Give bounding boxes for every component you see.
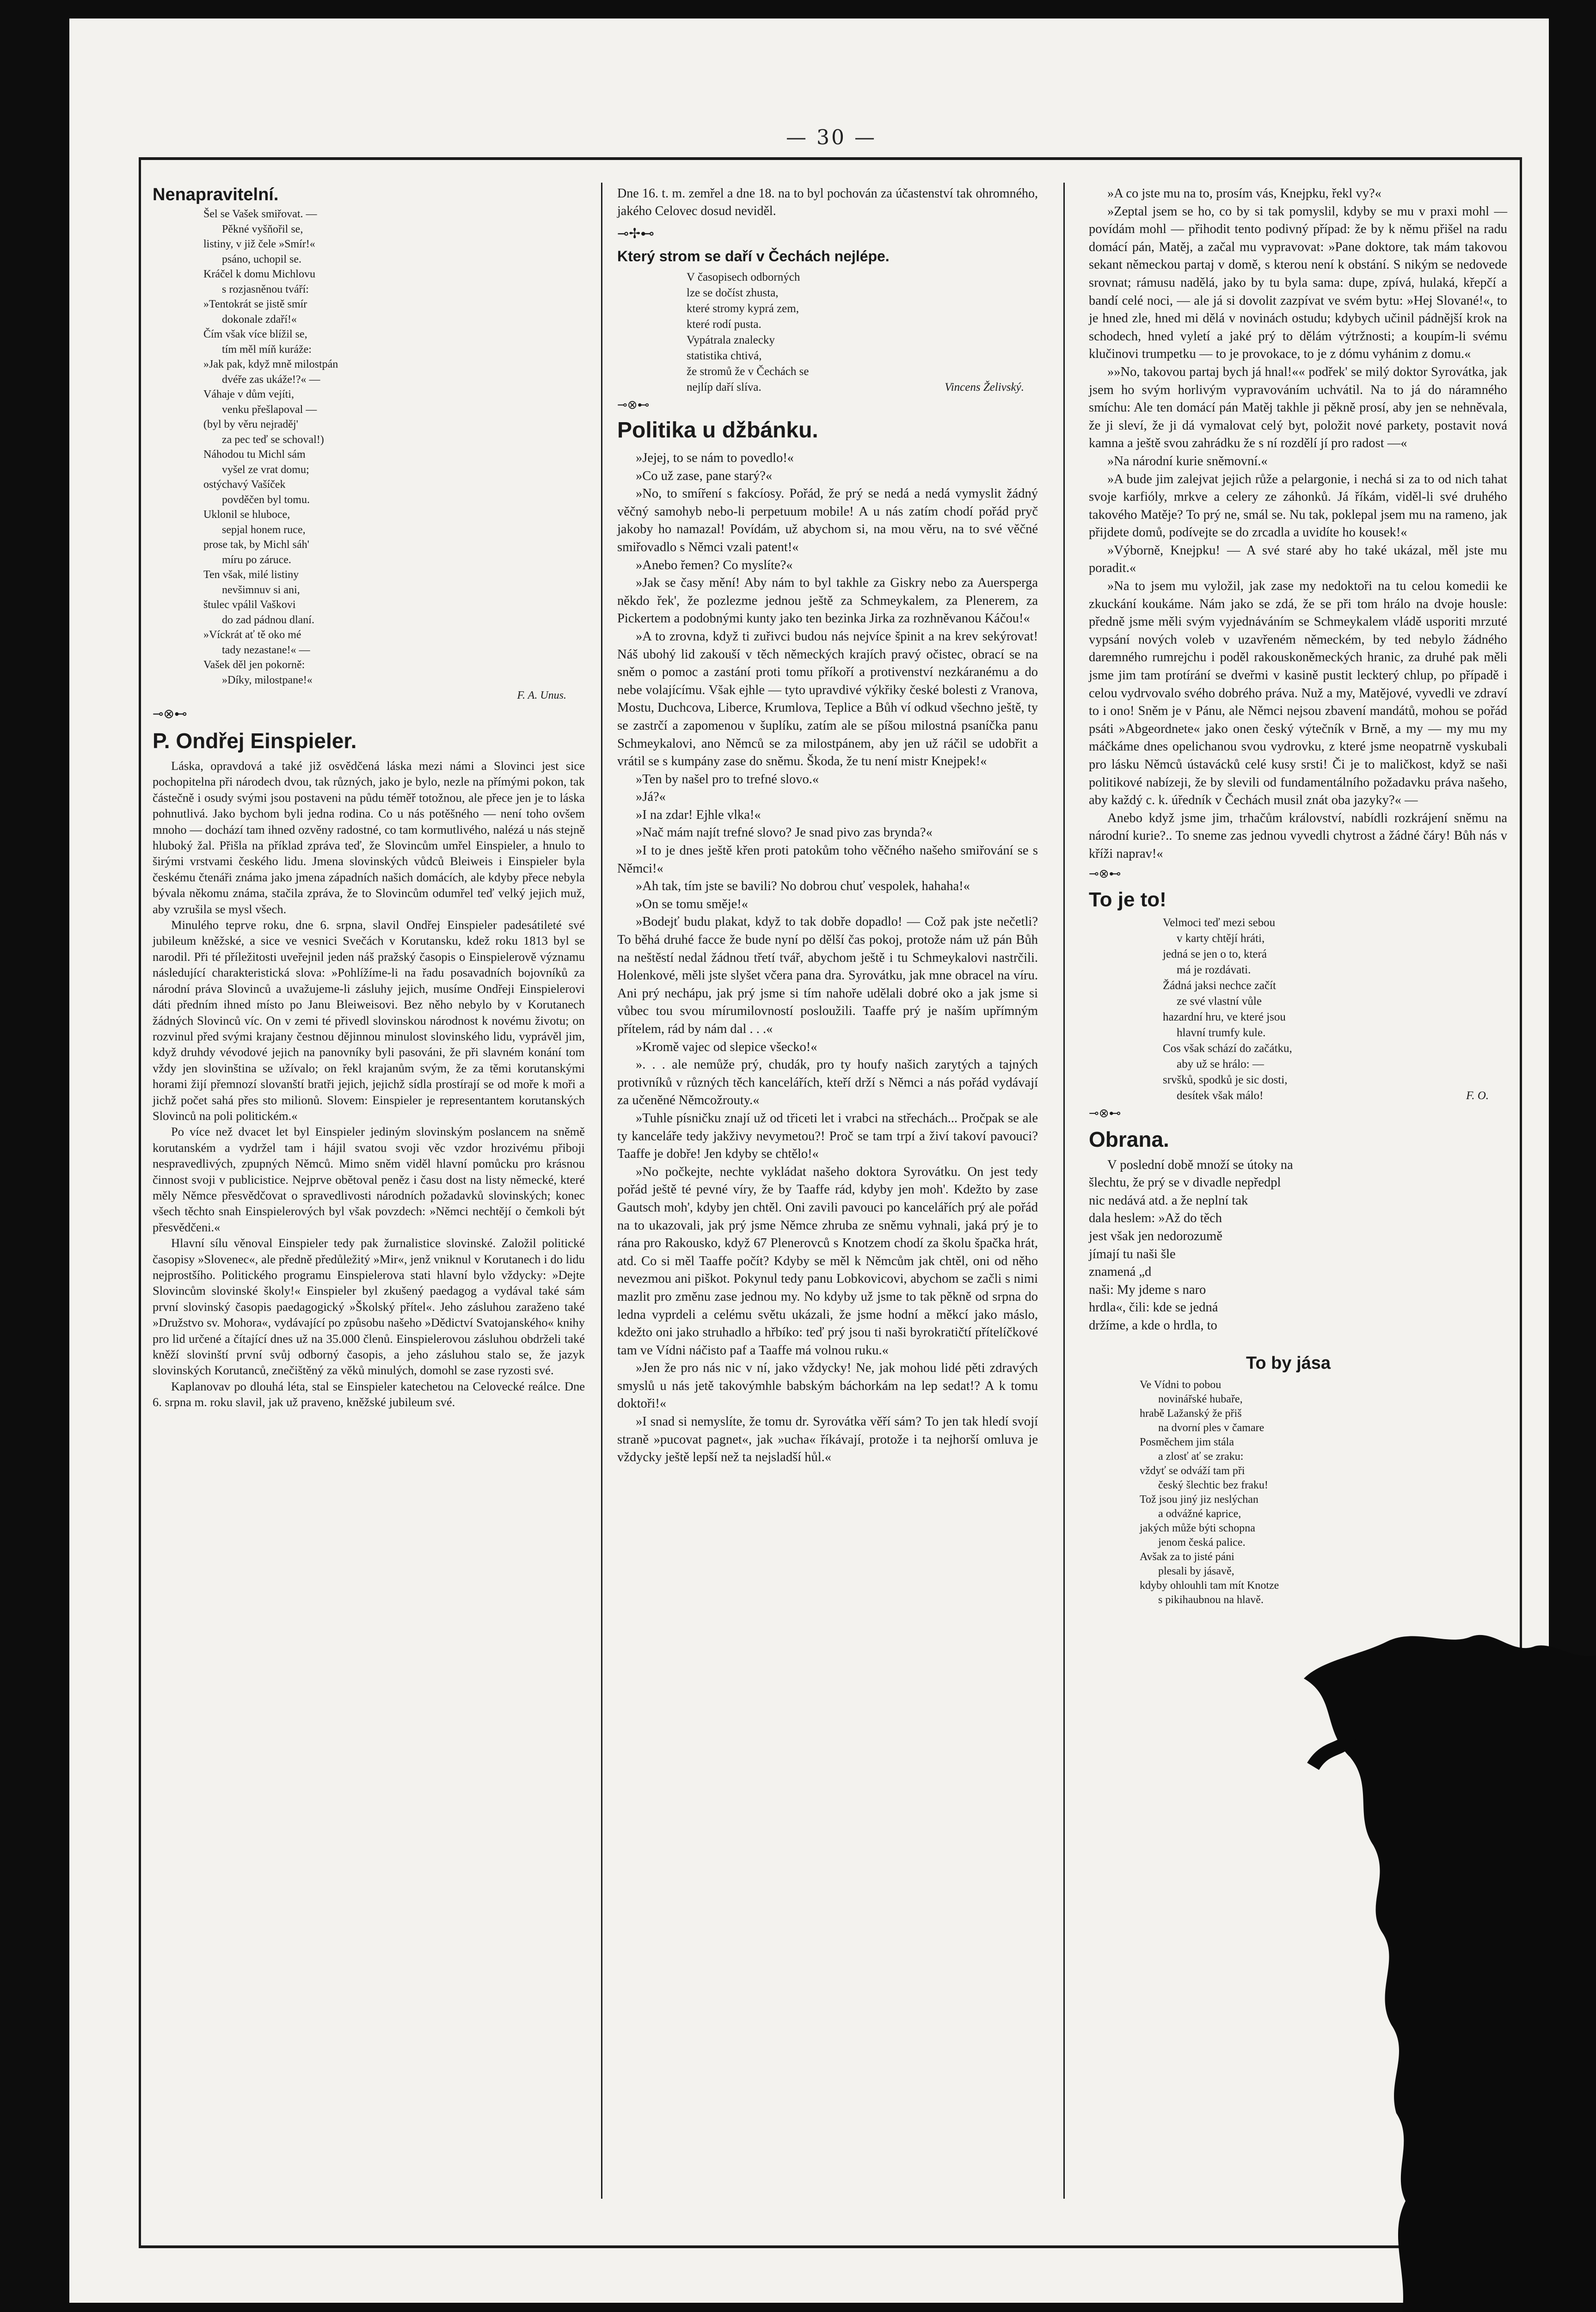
poem-body [617, 270, 1038, 395]
obrana-line: jest však jen nedorozumě [1089, 1229, 1222, 1243]
torn-page-damage [1295, 1628, 1596, 2312]
article-paragraph: »A co jste mu na to, prosím vás, Knejpku, řekl vy?« [1107, 186, 1381, 201]
poem-line: hazardní hru, ve které jsou [1163, 1010, 1286, 1023]
article-paragraph: »Jak se časy mění! Aby nám to byl takhle za Giskry nebo za Auersperga někdo řek', že pozlezme jednou ještě za Schmeykalem, za Plenerem, za Pickertem a podobnými kunty jako ten bezinka Jirka za rozhněvanou Káčou!« [617, 576, 1038, 626]
article-paragraph: »Co už zase, pane starý?« [636, 468, 773, 483]
poem-line: štulec vpálil Vaškovi [203, 599, 296, 611]
poem-line: plesali by jásavě, [1158, 1565, 1234, 1577]
poem-line: Pěkné vyšňořil se, [222, 223, 303, 235]
article-paragraph: »»No, takovou partaj bych já hnal!«« podřek' se milý doktor Syrovátka, jak jsem ho svým horlivým vypravováním uchvátil. Na to já do náramného smíchu: Ale ten domácí pán Matěj takhle ji pěkně prosí, aby jen se nehněvala, že ji sleví, že ji dá vymalovat celý byt, položit nové parkety, postavit nová kamna a ještě svou zahrádku že s ní rozdělí jí pro radost —« [1089, 364, 1507, 451]
poem-line: má je rozdávati. [1177, 963, 1251, 976]
article-title: Politika u džbánku. [617, 418, 818, 443]
poem-line: venku přešlapoval — [222, 403, 317, 416]
obrana-line: V poslední době množí se útoky na [1107, 1157, 1293, 1172]
poem-line: dvéře zas ukáže!?« — [222, 373, 320, 386]
article-paragraph: »Ah tak, tím jste se bavili? No dobrou chuť vespolek, hahaha!« [636, 879, 970, 894]
poem-line: na dvorní ples v čamare [1158, 1421, 1265, 1434]
poem-body [153, 207, 585, 688]
poem-line: Tož jsou jiný jiz neslýchan [1140, 1493, 1258, 1506]
article-body [617, 449, 1038, 1467]
obrana-line: držíme, a kde o hrdla, to [1089, 1318, 1217, 1333]
article-paragraph: Láska, opravdová a také již osvědčená láska mezi námi a Slovinci jest sice pochopitelna při národech dvou, tak různých, jako je bylo, nezle na přímými pokon, tak částečně i osudy svými jsou postaveni na půdu téměř totožnou, ale přece jen je to láska pohnutlivá. Jako bychom byli jedna rodina. Co u nás potěšného — není toho ovšem mnoho — dochází tam ihned ozvěny radostné, co tam kormutlivého, nalézá u nás stejně hluboký žal. Přišla na příklad zpráva teď, že Slovincům umřel Einspieler, a hnulo to širými vrstvami českého lidu. Jmena slovinských vůdců Bleiweis i Einspieler byla českému čtenáři známa jako jmena západních našich domácích, ale kdyby přece nebyla bývala někomu známa, stačila zpráva, že to Slovincům odumřel teď velký jejich muž, aby vzrušila se mysl všech. [153, 759, 585, 916]
obrana-line: jímají tu naši šle [1089, 1247, 1176, 1261]
poem-line: Uklonil se hluboce, [203, 509, 290, 521]
article-paragraph: »Zeptal jsem se ho, co by si tak pomyslil, kdyby se mu v praxi mohl — povídám mohl — přihodit tento podivný případ: že by k němu přišel na radu domácí pán, Matěj, a začal mu vypravovat: »Pane doktore, tak mám takovou sekant německou partaj v domě, s kterou není k obstání. S nikým se nedovede srovnat; rámusu nadělá, jako by tu byla sama: dupe, zpívá, hulaká, křepčí a bandí celé noci, — ale já si dovolit zazpívat ve svém bytu: »Hej Slované!«, to je hned zle, hned mi dělá v novinách ostudu; kdybych učinil pádnější krok na schodech, hned vyletí a jaké prý to dělám výtržnosti; a koupím-li svému klučinovi trumpetku — to je provokace, to je z dómu vyhánim z domu.« [1089, 204, 1507, 362]
article-paragraph: »I to je dnes ještě křen proti patokům toho věčného našeho smiřování se s Němci!« [617, 843, 1038, 876]
article-paragraph: Anebo když jsme jim, trhačům království, nabídli rozkrájení sněmu na národní kurie?.. To sneme zas jednou vyvedli chytrost a žádné čáry! Bůh nás v kříži naprav!« [1089, 811, 1507, 861]
poem-line: Posměchem jim stála [1140, 1436, 1234, 1448]
poem-line: které stromy kyprá zem, [687, 302, 799, 315]
poem-line: Náhodou tu Michl sám [203, 449, 306, 461]
obrana-line: nic nedává atd. a že neplní tak [1089, 1193, 1248, 1208]
poem-line: Čím však více blížil se, [203, 328, 307, 340]
article-paragraph: »No, to smíření s fakcíosy. Pořád, že prý se nedá a nedá vymyslit žádný věčný samohyb nebo-li perpetuum mobile! A u nás zatím chodí pořád pryč jakoby ho namazal! Povídám, už abychom si, na mou věru, na to své věčné smiřovadlo s Němci vzali patent!« [617, 486, 1038, 554]
poem-line: jakých může býti schopna [1140, 1522, 1255, 1534]
obrana-line: hrdla«, čili: kde se jedná [1089, 1300, 1218, 1315]
poem-line: (byl by věru nejraděj' [203, 418, 298, 430]
column-divider-1 [601, 183, 602, 2199]
article-paragraph: »A bude jim zalejvat jejich růže a pelargonie, i nechá si za to od nich tahat svoje karfióly, mrkve a celery ze záhonků. Já říkám, viděl-li své druhého takového Matěje? To prý ne, smál se. Nu tak, poklepal jsem mu na rameno, jak přijdete domů, podívejte se do zrcadla a uvidíte ho kousek!« [1089, 472, 1507, 540]
article-paragraph: »On se tomu směje!« [636, 897, 749, 911]
column-3 [1089, 185, 1507, 1607]
column-1 [153, 185, 585, 1410]
poem-line: tím měl míň kuráže: [222, 343, 312, 356]
ornament-divider: ⊸✢⊷ [617, 226, 655, 241]
poem-line: sepjal honem ruce, [222, 523, 306, 536]
poem-author: F. A. Unus. [517, 689, 566, 701]
poem-line: Velmoci teď mezi sebou [1163, 916, 1276, 929]
jasa-title: To by jása [1246, 1353, 1331, 1373]
poem-body [1089, 915, 1507, 1104]
article-paragraph: »Já?« [636, 790, 666, 805]
article-paragraph: Po více než dvacet let byl Einspieler jediným slovinským poslancem na sněmě korutanském a vydržel tam i hájil svatou svoji věc vzdor hrozivému přiboji nespravedlivých, zpupných Němců. Mimo sněm viděl hlavní pomůcku pro krásnou činnost svoji v publicistice. Nejprve obětoval peněz i času dost na listy německé, které měly Němce přesvědčovat o spravedlivosti národních požadavků slovinských; konec všech těchto snah Einspielerových byl však povzdech: »Němci nechtějí o čemkoli být přesvědčeni.« [153, 1125, 585, 1234]
page-number: — 30 — [786, 126, 877, 149]
article-title: P. Ondřej Einspieler. [153, 729, 357, 753]
poem-title: To je to! [1089, 888, 1166, 911]
poem-line: že stromů že v Čechách se [687, 365, 809, 378]
article-paragraph: »Bodejť budu plakat, když to tak dobře dopadlo! — Což pak jste nečetli? To běhá druhé facce že bude nyní po dělší čas pokoj, protože nám už pán Bůh na neštěstí nedal žádnou třetí tvář, abychom ještě i tu Schmeykalovi nastrčili. Holenkové, měli jste slyšet včera pana dra. Syrovátku, jak mne obracel na víru. Ani prý nechápu, jak prý jsme si tím nahoře udělali dobré oko a jak jsme si vůbec tou svou mírumilovností posloužili. Taaffe prý je naším upřímným přítelem, rád by nám dal . . .« [617, 915, 1038, 1036]
poem-line: Vypátrala znalecky [687, 334, 775, 346]
poem-line: Vašek děl jen pokorně: [203, 659, 305, 671]
obrana-body [1089, 1156, 1507, 1335]
ornament-divider: ⊸⊗⊷ [153, 707, 187, 721]
poem-line: Avšak za to jisté páni [1140, 1550, 1234, 1563]
jasa-poem-body [1089, 1378, 1507, 1607]
poem-title: Který strom se daří v Čechách nejlépe. [617, 248, 890, 264]
poem-line: dokonale zdaří!« [222, 313, 297, 326]
obrana-line: dala heslem: »Až do těch [1089, 1211, 1222, 1226]
poem-line: kdyby ohlouhli tam mít Knotze [1140, 1579, 1279, 1592]
ornament-divider: ⊸⊗⊷ [617, 398, 650, 412]
poem-line: prose tak, by Michl sáh' [203, 539, 309, 551]
poem-line: a odvážné kaprice, [1158, 1507, 1241, 1520]
poem-line: listiny, v již čele »Smír!« [203, 238, 315, 250]
article-paragraph: »Anebo řemen? Co myslíte?« [636, 558, 793, 572]
poem-line: novinářské hubaře, [1158, 1393, 1243, 1405]
poem-line: ze své vlastní vůle [1177, 995, 1262, 1008]
poem-line: vždyť se odváží tam při [1140, 1464, 1245, 1477]
poem-line: Šel se Vašek smiřovat. — [203, 208, 317, 220]
poem-line: český šlechtic bez fraku! [1158, 1479, 1268, 1491]
article-paragraph: ». . . ale nemůže prý, chudák, pro ty houfy našich zarytých a tajných protivníků v různých těch kancelářích, kteří drží s Němci a nás pořád vydávají za učeněné Němcožrouty.« [617, 1058, 1038, 1108]
intro-paragraph: Dne 16. t. m. zemřel a dne 18. na to byl pochován za účastenství tak ohromného, jakého Celovec dosud neviděl. [617, 186, 1038, 218]
article-paragraph: »Na národní kurie sněmovní.« [1107, 454, 1268, 468]
poem-line: psáno, uchopil se. [222, 253, 301, 265]
poem-line: za pec teď se schoval!) [222, 433, 324, 446]
poem-line: srvšků, spodků je sic dosti, [1163, 1073, 1288, 1086]
article-paragraph: »Nač mám najít trefné slovo? Je snad pivo zas brynda?« [636, 825, 933, 840]
article-paragraph: »A to zrovna, když ti zuřivci budou nás nejvíce špinit a na krev sekýrovat! Náš ubohý lid zakouší v těch německých krajích pravý očistec, obrací se na sněm o pomoc a zastání proti tomu příkoří a protivenství nezkáranému a do nebe volajícímu. Však ejhle — tyto upravdivé výkřiky české bolesti z Vranova, Mostu, Duchcova, Liberce, Krumlova, Teplice a Bůh ví odkud všechno ještě, ty se zastrčí a zapomenou v šuplíku, zatím ale se píšou milostná psaníčka panu Schmeykalovi, ano Němců se za milostpánem, aby jen už ráčil se udobřit a vrátil se s kumpány zase do sněmu. Škoda, že tu není mistr Knejpek!« [617, 629, 1038, 769]
obrana-line: šlechtu, že prý se v divadle nepředpl [1089, 1175, 1281, 1190]
poem-line: s pikihaubnou na hlavě. [1158, 1593, 1264, 1606]
poem-line: statistika chtivá, [687, 350, 762, 362]
ornament-divider: ⊸⊗⊷ [1089, 1106, 1121, 1120]
column-divider-2 [1063, 183, 1065, 2199]
poem-line: ostýchavý Vašíček [203, 479, 286, 491]
poem-line: s rozjasněnou tváří: [222, 283, 309, 295]
poem-line: povděčen byl tomu. [222, 493, 310, 506]
poem-line: aby už se hrálo: — [1177, 1058, 1264, 1070]
poem-title: Nenapravitelní. [153, 185, 279, 204]
poem-line: které rodí pusta. [687, 318, 761, 331]
poem-line: Ve Vídni to pobou [1140, 1378, 1222, 1391]
article-paragraph: Minulého teprve roku, dne 6. srpna, slavil Ondřej Einspieler padesátileté své jubileum kněžské, a sice ve vesnici Svečách v Korutansku, kdež roku 1813 byl se narodil. Při té příležitosti uveřejnil jeden náš pražský časopis o Einspielerově významu následující charakteristická slova: »Pohlížíme-li na řadu posavadních bojovníků za národní práva Slovinců a uvažujeme-li zásluhy jejich, musíme Ondřeji Einspielerovi dáti předním ihned místo po Janu Bleiweisovi. Bez něho nebylo by v Korutanech žádných Slovinců víc. On v zemi té přivedl slovinskou národnost k novému životu; on rozvinul před svými krajany čestnou dějinnou minulost slovinského lidu, vyprávěl jim, když druhdy vévodové jejich na panovníky byli pasováni, že při slavném konání tom vždy jen slovinština se užívalo; on řekl krajanům svým, že za těmi korutanskými horami žijí přemnozí slovanští bratři jejich, jejichž sídla prostírají se od moře k moři a jichž počet sahá přes sto milionů. Slovem: Einspieler je representantem korutanských Slovinců na poli politickém.« [153, 918, 585, 1123]
article-paragraph: Hlavní sílu věnoval Einspieler tedy pak žurnalistice slovinské. Založil politické časopisy »Slovenec«, ale předně předůležitý »Mir«, jenž vniknul v Korutanech i do lidu nejprostšího. Politického programu Einspielerova stati hlavní bylo vždycky: »Dejte Slovincům slovinské školy!« Einspieler byl zkušený paedagog a vydával také sám první slovinský časopis paedagogický »Školský přítel«. Jeho zásluhou zaraženo také »Družstvo sv. Mohora«, vydávající po způsobu našeho »Dědictví Svatojanského« knihy pro lid určené a čítající dnes už na 35.000 členů. Einspielerovou zásluhou obdrželi také kněží slovinští první svůj odborný časopis, a jeho zásluhou stalo se, že jazyk slovinských Korutanců, znečištěný za věků minulých, domohl se zase ryzosti své. [153, 1236, 585, 1377]
poem-line: »Jak pak, když mně milostpán [203, 358, 338, 370]
poem-line: Váhaje v dům vejíti, [203, 388, 294, 400]
poem-line: vyšel ze vrat domu; [222, 463, 309, 476]
poem-line: V časopisech odborných [687, 271, 800, 283]
article-body [153, 758, 585, 1410]
article-paragraph: »Kromě vajec od slepice všecko!« [636, 1039, 817, 1054]
left-rule [139, 157, 141, 2247]
article-paragraph: »I na zdar! Ejhle vlka!« [636, 807, 761, 822]
poem-author: F. O. [1466, 1089, 1489, 1102]
poem-line: hrabě Lažanský že přiš [1140, 1407, 1242, 1420]
poem-line: v karty chtějí hráti, [1177, 932, 1265, 945]
poem-line: nevšimnuv si ani, [222, 584, 300, 596]
poem-line: lze se dočíst zhusta, [687, 287, 779, 299]
poem-line: do zad pádnou dlaní. [222, 614, 314, 626]
article-paragraph: »No počkejte, nechte vykládat našeho doktora Syrovátku. On jest tedy pořád ještě té pevné víry, že by Taaffe rád, kdyby jen moh'. Kdežto by zase Gautsch moh', kdyby jen chtěl. Oni zavili pavouci po kancelářích prý ale pořád na to ukazovali, jak prý jsme Němce zhruba ze sněmu vyhnali, jaká prý je to rána pro Rakousko, když 67 Plenerovců s Knotzem chodí za školu špačka hrát, atd. Co si měl Taaffe počít? Kdyby se měl k Němcům jak chtěl, oni od něho nevezmou ani piškot. Pokynul tedy panu Lobkovicovi, abychom se začli s nimi mazlit pro změnu zase jednou my. No kdyby už jsme to tak pěkně od srpna do ledna vyprdeli a celému světu ukázali, že jsme hodní a měkcí jako máslo, kdežto oni jako struhadlo a hřbíko: teď prý jsou ti naši byrokratičtí přítelíčkové tam ve Vídni náčisto paf a Taaffe má volnou ruku.« [617, 1164, 1038, 1358]
obrana-line: naši: My jdeme s naro [1089, 1282, 1206, 1297]
article-paragraph: »Ten by našel pro to trefné slovo.« [636, 772, 819, 787]
column-2 [617, 185, 1038, 1467]
obrana-title: Obrana. [1089, 1127, 1169, 1151]
article-continuation [1089, 185, 1507, 863]
poem-line: Ten však, milé listiny [203, 569, 299, 581]
poem-line: tady nezastane!« — [222, 644, 310, 656]
article-paragraph: Kaplanovav po dlouhá léta, stal se Einspieler katechetou na Celovecké reálce. Dne 6. srpna m. roku slavil, jak už praveno, kněžské jubileum své. [153, 1379, 585, 1409]
poem-line: míru po záruce. [222, 553, 291, 566]
poem-line: Kráčel k domu Michlovu [203, 268, 315, 280]
article-paragraph: »Jen že pro nás nic v ní, jako vždycky! Ne, jak mohou lidé pěti zdravých smyslů u nás jetě takovýmhle babským báchorkám na lep sedat!? A k tomu doktoři!« [617, 1361, 1038, 1411]
article-paragraph: »Na to jsem mu vyložil, jak zase my nedoktoři na tu celou komedii ke zkuckání koukáme. Nám jako se zdá, že se při tom hrálo na dvoje housle: předně jsme měli svým vyjednáváním se Schmeykalem vládě usporiti mrzuté vypsání nových voleb v uzavřeném německém, by ted nebylo žádného daremného rumrejchu i poděl rakouskoněmeckých hranic, za druhé pak měli jsme jim tam protírání se dveřmi v kasině pustit leckterý chlup, po případě i celou vydrvovalo svého dobrého práva. Nuž a my, Matějové, vyvedli ve zdraví to i ono! Sněm je v Pánu, ale Němci nejsou zbavení mandátů, mohou se pořád psáti »Abgeordnete« jako onen český výtečník v Brně, a my — my mu my máčkáme dnes opelichanou svou vydrovku, z které jsme neopatrně vyskubali pro lásku Němců ústavácků celé kusy srsti! Či je to maličkost, když se naši politikové nabízeji, že by slevili od fundamentálního požadavku práva našeho, aby každý c. k. úředník v Čechách musil znát oba jazyky?« — [1089, 579, 1507, 808]
article-paragraph: »I snad si nemyslíte, že tomu dr. Syrovátka věří sám? To jen tak hledí svojí straně »pucovat pagnet«, jak »ucha« říkávají, protože i ta nejhorší omluva je vždycky ještě lepší než ta nejsladší hůl.« [617, 1414, 1038, 1465]
poem-line: Cos však schází do začátku, [1163, 1042, 1292, 1055]
poem-author: Vincens Želivský. [945, 381, 1024, 394]
top-rule [139, 157, 1521, 160]
poem-line: hlavní trumfy kule. [1177, 1026, 1266, 1039]
poem-line: »Víckrát ať tě oko mé [203, 629, 301, 641]
article-paragraph: »Výborně, Knejpku! — A své staré aby ho také ukázal, měl jste mu poradit.« [1089, 543, 1507, 576]
article-paragraph: »Jejej, to se nám to povedlo!« [636, 451, 794, 465]
ornament-divider: ⊸⊗⊷ [1089, 867, 1121, 880]
article-paragraph: »Tuhle písničku znají už od třiceti let i vrabci na střechách... Pročpak se ale ty kanceláře tedy jakživy nevymetou?! Proč se tam trpí a živí takoví pavouci? Taaffe je dobře! Jen kdyby se chtělo!« [617, 1111, 1038, 1162]
poem-line: jenom česká palice. [1158, 1536, 1246, 1549]
poem-line: desítek však málo! [1177, 1089, 1264, 1102]
obrana-line: znamená „d [1089, 1265, 1152, 1279]
poem-line: Žádná jaksi nechce začít [1163, 979, 1276, 992]
poem-line: nejlíp daří slíva. [687, 381, 761, 394]
poem-line: »Tentokrát se jistě smír [203, 298, 307, 310]
poem-line: jedná se jen o to, která [1163, 947, 1267, 960]
poem-line: »Díky, milostpane!« [222, 674, 313, 686]
poem-line: a zlosť ať se zraku: [1158, 1450, 1244, 1463]
